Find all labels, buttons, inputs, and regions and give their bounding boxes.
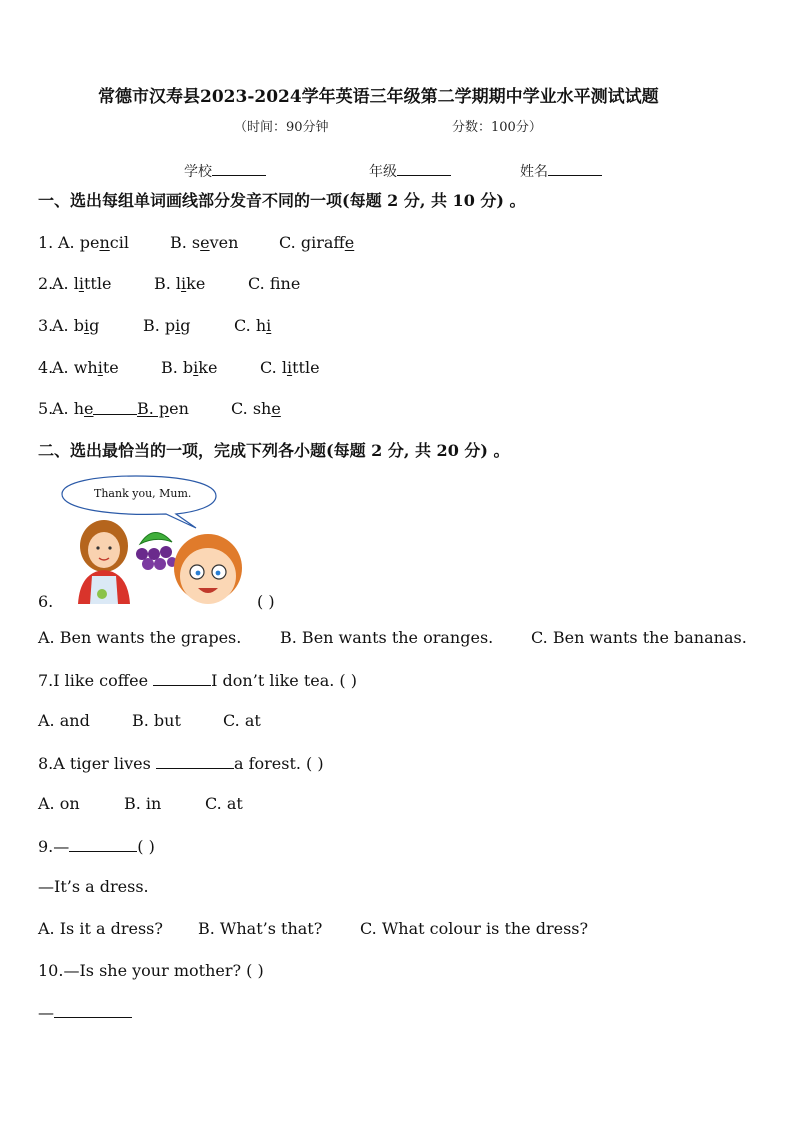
q7-option-b[interactable]: B. but xyxy=(132,711,181,730)
school-label: 学校 xyxy=(184,164,212,180)
q1-option-b[interactable]: B. seven xyxy=(170,233,239,252)
q2-option-a[interactable]: A. little xyxy=(52,274,112,293)
q6-option-c[interactable]: C. Ben wants the bananas. xyxy=(531,628,747,647)
q3-option-b[interactable]: B. pig xyxy=(143,316,191,335)
q3-option-c[interactable]: C. hi xyxy=(234,316,272,335)
school-field[interactable] xyxy=(184,160,266,182)
q1-option-a[interactable]: A. pencil xyxy=(58,233,129,252)
q6-bubble-text: Thank you, Mum. xyxy=(94,487,192,500)
q1-option-c[interactable]: C. giraffe xyxy=(279,233,355,252)
q9-option-b[interactable]: B. What’s that? xyxy=(198,919,323,938)
q8-option-b[interactable]: B. in xyxy=(124,794,162,813)
section1-heading: 一、选出每组单词画线部分发音不同的一项(每题 2 分, 共 10 分) 。 xyxy=(38,191,526,210)
q6-option-a[interactable]: A. Ben wants the grapes. xyxy=(38,628,242,647)
question-5-number: 5. xyxy=(38,399,54,418)
q10-answer-blank[interactable] xyxy=(54,1002,132,1018)
grapes-icon xyxy=(136,532,177,570)
grade-field[interactable] xyxy=(369,160,451,182)
q8-answer-blank[interactable] xyxy=(156,753,234,769)
q4-option-b[interactable]: B. bike xyxy=(161,358,218,377)
q8-option-c[interactable]: C. at xyxy=(205,794,243,813)
q8-option-a[interactable]: A. on xyxy=(38,794,80,813)
q5-option-b[interactable]: B. pen xyxy=(137,399,189,418)
q7-option-a[interactable]: A. and xyxy=(38,711,90,730)
q9-response: —It’s a dress. xyxy=(38,877,149,896)
question-8: 8.A tiger lives a forest. ( ) xyxy=(38,754,324,773)
speech-bubble xyxy=(62,476,216,528)
time-limit: （时间：90分钟 xyxy=(234,120,329,135)
question-1-number: 1. xyxy=(38,233,54,252)
q5-option-c[interactable]: C. she xyxy=(231,399,281,418)
section2-heading: 二、选出最恰当的一项，完成下列各小题(每题 2 分, 共 20 分) 。 xyxy=(38,441,510,460)
q10-response: — xyxy=(38,1002,132,1023)
question-2-number: 2. xyxy=(38,274,54,293)
q9-option-c[interactable]: C. What colour is the dress? xyxy=(360,919,589,938)
question-6-number: 6. xyxy=(38,592,54,611)
q7-answer-blank[interactable] xyxy=(153,670,211,686)
q7-option-c[interactable]: C. at xyxy=(223,711,261,730)
question-4-number: 4. xyxy=(38,358,54,377)
name-field[interactable] xyxy=(520,160,602,182)
q6-option-b[interactable]: B. Ben wants the oranges. xyxy=(280,628,494,647)
question-9: 9.— ( ) xyxy=(38,837,155,856)
total-score: 分数：100分） xyxy=(452,120,542,135)
q2-option-c[interactable]: C. fne xyxy=(248,274,301,293)
boy-figure xyxy=(174,534,242,604)
q3-option-a[interactable]: A. big xyxy=(52,316,100,335)
question-10: 10.—Is she your mother? ( ) xyxy=(38,961,264,980)
q4-option-a[interactable]: A. white xyxy=(52,358,119,377)
question-3-number: 3. xyxy=(38,316,54,335)
question-7: 7.I like coffee I don’t like tea. ( ) xyxy=(38,671,357,690)
page-title: 常德市汉寿县2023-2024学年英语三年级第二学期期中学业水平测试试题 xyxy=(98,87,659,107)
mother-figure xyxy=(78,520,130,604)
q5-answer-blank[interactable] xyxy=(93,399,137,420)
q5-option-a[interactable]: A. he xyxy=(52,399,94,418)
q6-answer-paren[interactable]: ( ) xyxy=(257,592,275,611)
grade-label: 年级 xyxy=(369,164,397,180)
q4-option-c[interactable]: C. little xyxy=(260,358,320,377)
name-label: 姓名 xyxy=(520,164,548,180)
q9-answer-blank[interactable] xyxy=(69,836,137,852)
q9-option-a[interactable]: A. Is it a dress? xyxy=(38,919,163,938)
q2-option-b[interactable]: B. like xyxy=(154,274,206,293)
